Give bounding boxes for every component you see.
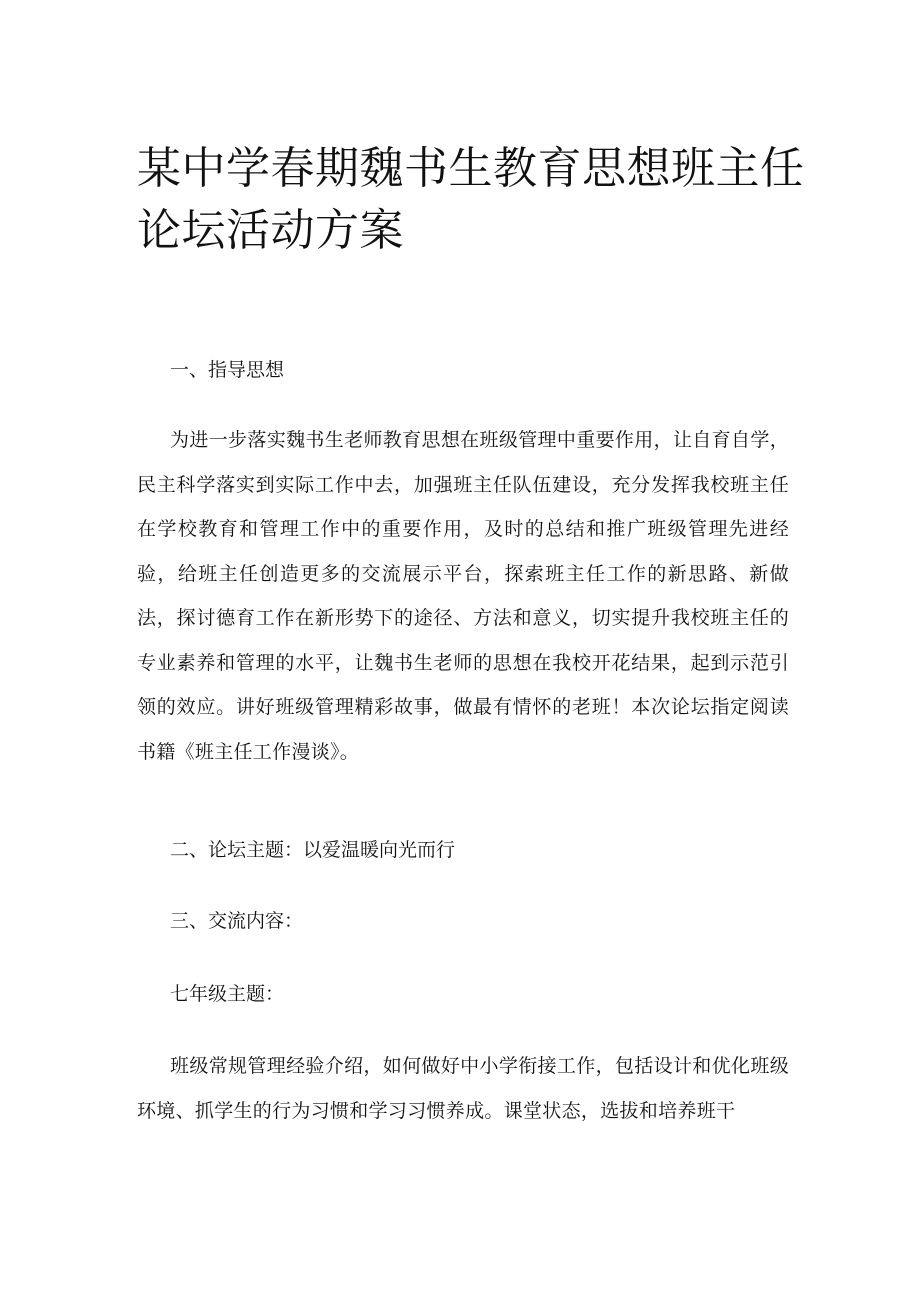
grade7-heading: 七年级主题： bbox=[170, 983, 285, 1005]
section-1-heading: 一、指导思想 bbox=[170, 359, 285, 381]
title-line-2: 论坛活动方案 bbox=[137, 205, 404, 256]
section-2-heading: 二、论坛主题：以爱温暖向光而行 bbox=[170, 839, 456, 861]
title-line-1: 某中学春期魏书生教育思想班主任 bbox=[137, 143, 805, 194]
section-1-paragraph: 为进一步落实魏书生老师教育思想在班级管理中重要作用，让自育自学，民主科学落实到实际工作中去，加强班主任队伍建设，充分发挥我校班主任在学校教育和管理工作中的重要作用，及时的总结和推广班级管理先进经验，给班主任创造更多的交流展示平台，探索班主任工作的新思路、新做法，探讨德育工作在新形势下的途径、方法和意义，切实提升我校班主任的专业素养和管理的水平，让魏书生老师的思想在我校开花结果，起到示范引领的效应。讲好班级管理精彩故事，做最有情怀的老班！本次论坛指定阅读书籍《班主任工作漫谈》。 bbox=[137, 429, 789, 763]
grade7-paragraph: 班级常规管理经验介绍，如何做好中小学衔接工作，包括设计和优化班级环境、抓学生的行为习惯和学习习惯养成。课堂状态，选拔和培养班干 bbox=[137, 1055, 789, 1122]
section-3-heading: 三、交流内容： bbox=[170, 910, 304, 932]
document-title bbox=[137, 138, 805, 262]
